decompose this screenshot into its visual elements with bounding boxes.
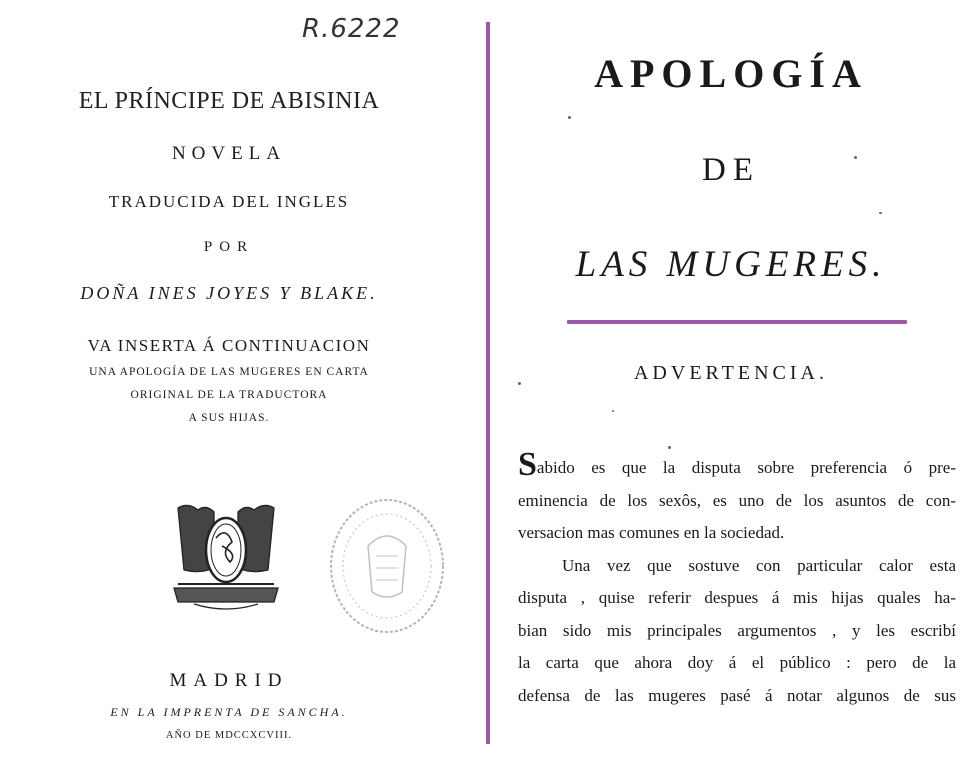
ink-speck — [854, 156, 857, 159]
text-line-7: la carta que ahora doy á el público : pero de la — [518, 653, 956, 672]
imprint-printer: EN LA IMPRENTA DE SANCHA. — [110, 705, 348, 719]
por-line: POR — [203, 239, 255, 255]
translation-line: TRADUCIDA DEL INGLES — [108, 192, 350, 211]
page-divider — [486, 22, 490, 744]
insert-detail-1: UNA APOLOGÍA DE LAS MUGERES EN CARTA — [89, 366, 369, 378]
title-rule — [567, 320, 907, 324]
insert-detail-2: ORIGINAL DE LA TRADUCTORA — [130, 389, 328, 401]
imprint-place: MADRID — [169, 670, 289, 691]
author-line: DOÑA INES JOYES Y BLAKE. — [80, 283, 378, 303]
text-line-5: disputa , quise referir despues á mis hijas quales ha- — [518, 588, 956, 607]
text-line-1: Sabido es que la disputa sobre preferencia ó pre- — [518, 446, 956, 483]
ink-speck — [668, 446, 671, 449]
text-line-4: Una vez que sostuve con particular calor esta — [562, 555, 956, 575]
insert-line: VA INSERTA Á CONTINUACION — [87, 336, 371, 355]
ink-speck — [879, 212, 882, 214]
book-genre: NOVELA — [171, 143, 287, 164]
section-heading: ADVERTENCIA. — [633, 362, 828, 384]
text-line-8: defensa de las mugeres pasé á notar algunos de sus — [518, 685, 956, 705]
book-title: EL PRÍNCIPE DE ABISINIA — [78, 88, 380, 114]
apologia-title-line-2: DE — [702, 152, 760, 188]
library-stamp — [328, 496, 446, 636]
apologia-title-line-3: LAS MUGERES. — [575, 244, 887, 285]
drop-cap: S — [518, 446, 537, 483]
imprint-year: AÑO DE MDCCXCVIII. — [165, 730, 293, 741]
text-line-2: eminencia de los sexôs, es uno de los asuntos de con- — [518, 490, 956, 510]
shelfmark: R.6222 — [302, 14, 401, 44]
advertencia-text — [518, 446, 956, 712]
ink-speck — [518, 382, 521, 385]
ink-speck — [568, 116, 571, 119]
printer-ornament — [170, 498, 282, 610]
text-line-3: versacion mas comunes en la sociedad. — [518, 523, 785, 542]
ink-speck — [612, 410, 614, 412]
text-line-6: bian sido mis principales argumentos , y les escribí — [518, 620, 956, 640]
right-page — [492, 0, 970, 767]
apologia-title-line-1: APOLOGÍA — [594, 51, 868, 96]
insert-detail-3: A SUS HIJAS. — [188, 412, 270, 424]
